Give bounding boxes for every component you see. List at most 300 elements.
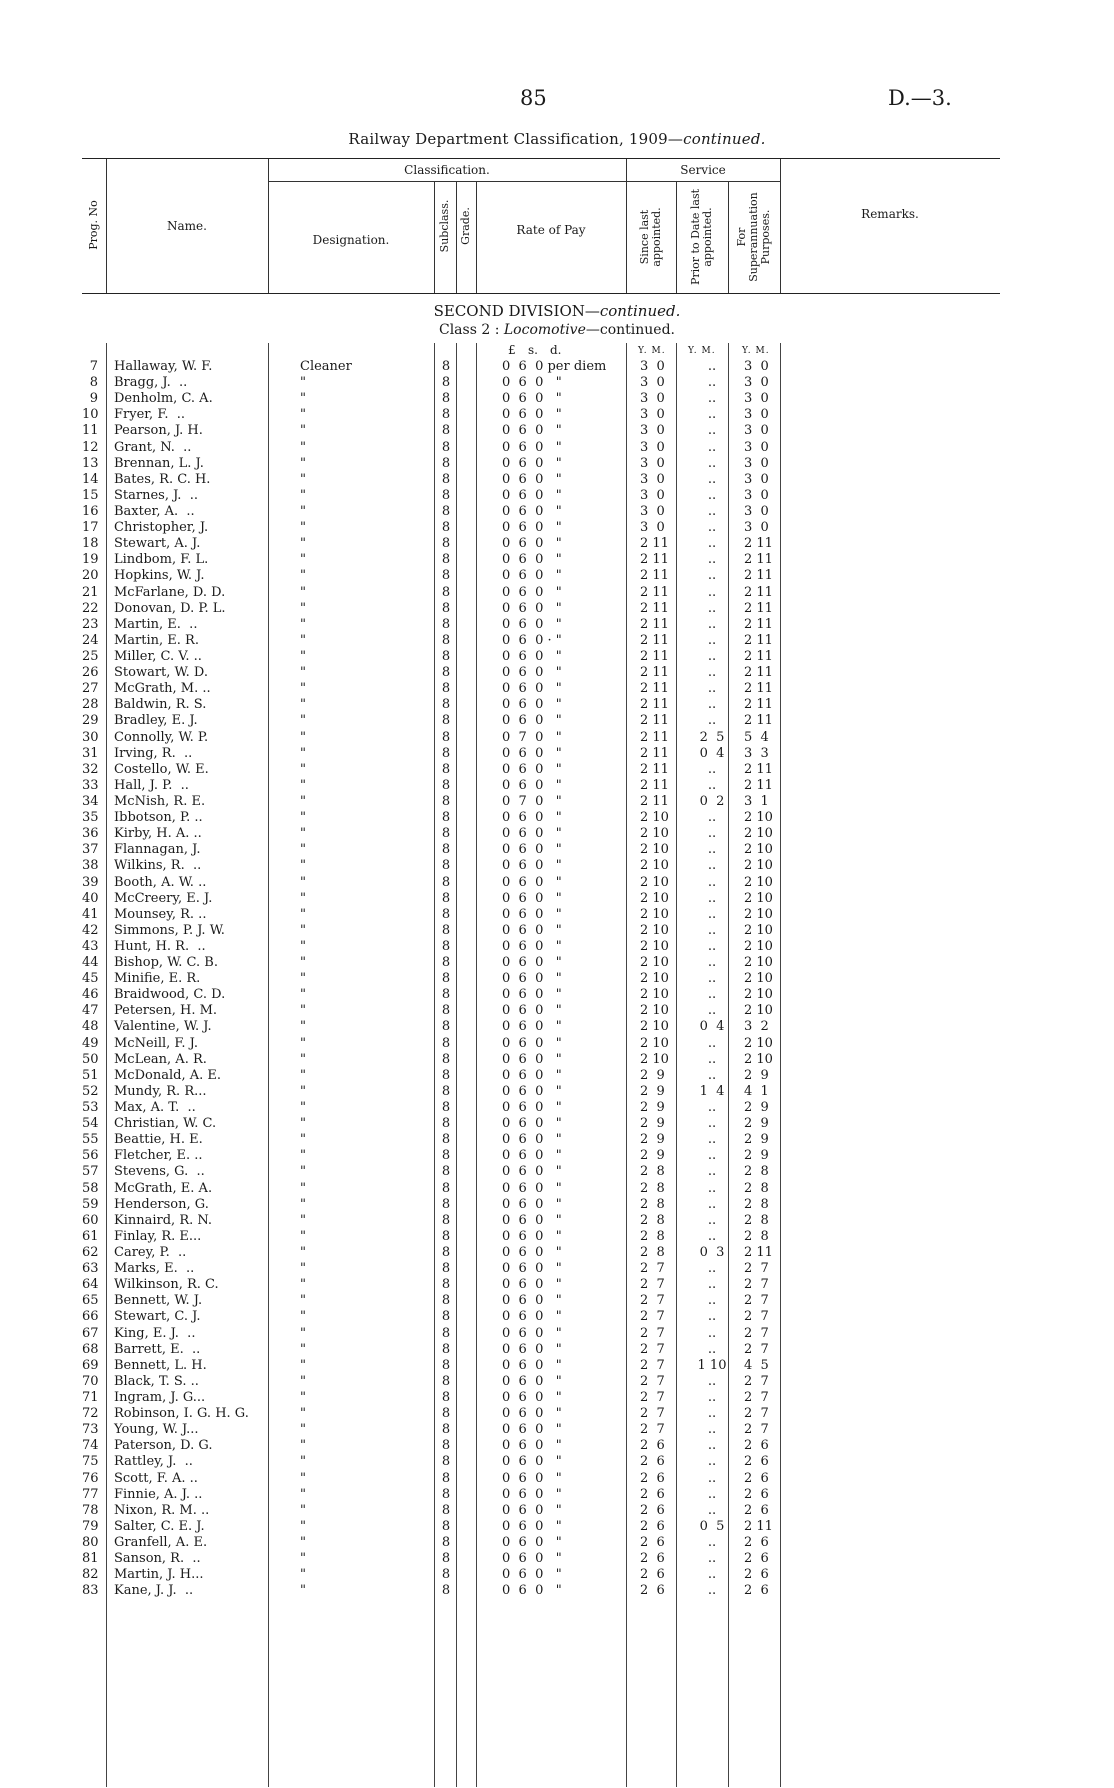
rate-of-pay: 0 6 0 " bbox=[502, 713, 562, 729]
table-row bbox=[82, 1213, 1000, 1229]
prior-to-date: .. bbox=[707, 826, 717, 842]
since-last-appointed: 2 7 bbox=[640, 1373, 665, 1389]
prog-no: 39 bbox=[82, 874, 99, 890]
prog-no: 46 bbox=[82, 987, 99, 1003]
staff-name: Martin, E. .. bbox=[114, 616, 198, 632]
table-row bbox=[82, 810, 1000, 826]
designation: " bbox=[300, 810, 306, 826]
designation: " bbox=[300, 1309, 306, 1325]
superannuation-years: 2 10 bbox=[744, 1035, 773, 1051]
superannuation-years: 2 9 bbox=[744, 1132, 769, 1148]
superannuation-years: 2 11 bbox=[744, 552, 773, 568]
prog-no: 43 bbox=[82, 938, 99, 954]
prior-to-date: .. bbox=[707, 584, 717, 600]
staff-name: Denholm, C. A. bbox=[114, 391, 213, 407]
subclass: 8 bbox=[441, 1454, 451, 1470]
rate-of-pay: 0 6 0 " bbox=[502, 1341, 562, 1357]
designation: " bbox=[300, 487, 306, 503]
table-row bbox=[82, 1293, 1000, 1309]
prior-to-date: .. bbox=[707, 1100, 717, 1116]
rate-of-pay: 0 6 0 " bbox=[502, 1132, 562, 1148]
table-row bbox=[82, 407, 1000, 423]
since-last-appointed: 2 9 bbox=[640, 1100, 665, 1116]
since-last-appointed: 3 0 bbox=[640, 503, 665, 519]
since-last-appointed: 2 11 bbox=[640, 697, 669, 713]
designation: " bbox=[300, 1325, 306, 1341]
prior-to-date: .. bbox=[707, 1132, 717, 1148]
superannuation-years: 2 11 bbox=[744, 1245, 773, 1261]
staff-name: Hunt, H. R. .. bbox=[114, 938, 206, 954]
subclass: 8 bbox=[441, 1100, 451, 1116]
subclass: 8 bbox=[441, 471, 451, 487]
since-last-appointed: 2 8 bbox=[640, 1212, 665, 1228]
since-last-appointed: 3 0 bbox=[640, 375, 665, 391]
header-designation: Designation. bbox=[312, 233, 390, 247]
designation: " bbox=[300, 568, 306, 584]
staff-name: Ibbotson, P. .. bbox=[114, 810, 203, 826]
table-row bbox=[82, 1567, 1000, 1583]
designation: " bbox=[300, 1438, 306, 1454]
subclass: 8 bbox=[441, 375, 451, 391]
rate-of-pay: 0 6 0 " bbox=[502, 1164, 562, 1180]
prior-to-date: .. bbox=[707, 439, 717, 455]
designation: " bbox=[300, 1293, 306, 1309]
designation: " bbox=[300, 1196, 306, 1212]
prog-no: 38 bbox=[82, 858, 99, 874]
staff-name: Scott, F. A. .. bbox=[114, 1470, 198, 1486]
since-last-appointed: 2 10 bbox=[640, 922, 669, 938]
superannuation-years: 2 7 bbox=[744, 1373, 769, 1389]
designation: " bbox=[300, 1116, 306, 1132]
prior-to-date: .. bbox=[707, 648, 717, 664]
since-last-appointed: 3 0 bbox=[640, 487, 665, 503]
since-last-appointed: 2 7 bbox=[640, 1390, 665, 1405]
table-row bbox=[82, 1132, 1000, 1148]
rate-of-pay: 0 6 0 " bbox=[502, 1583, 562, 1599]
designation: " bbox=[300, 777, 306, 793]
staff-name: Robinson, I. G. H. G. bbox=[114, 1406, 249, 1422]
prior-to-date: .. bbox=[707, 922, 717, 938]
designation: " bbox=[300, 713, 306, 729]
prior-to-date: .. bbox=[707, 1567, 717, 1583]
table-row bbox=[82, 649, 1000, 665]
subclass: 8 bbox=[441, 987, 451, 1003]
prog-no: 37 bbox=[82, 842, 99, 858]
superannuation-years: 2 9 bbox=[744, 1100, 769, 1116]
superannuation-years: 2 10 bbox=[744, 955, 773, 971]
table-row bbox=[82, 1084, 1000, 1100]
superannuation-years: 2 11 bbox=[744, 777, 773, 793]
rate-of-pay: 0 6 0 " bbox=[502, 487, 562, 503]
rate-of-pay: 0 6 0 " bbox=[502, 938, 562, 954]
staff-name: Henderson, G. bbox=[114, 1196, 209, 1212]
prior-to-date: .. bbox=[707, 1051, 717, 1067]
division-label: SECOND DIVISION— bbox=[433, 302, 600, 320]
designation: " bbox=[300, 1277, 306, 1293]
prior-to-date: 0 3 bbox=[699, 1245, 725, 1261]
prog-no: 36 bbox=[82, 826, 99, 842]
subclass: 8 bbox=[441, 616, 451, 632]
designation: " bbox=[300, 503, 306, 519]
since-last-appointed: 3 0 bbox=[640, 455, 665, 471]
subclass: 8 bbox=[441, 1438, 451, 1454]
superannuation-years: 3 0 bbox=[744, 423, 769, 439]
since-last-appointed: 3 0 bbox=[640, 439, 665, 455]
subclass: 8 bbox=[441, 842, 451, 858]
subclass: 8 bbox=[441, 906, 451, 922]
table-row bbox=[82, 1551, 1000, 1567]
subclass: 8 bbox=[441, 1067, 451, 1083]
subclass: 8 bbox=[441, 1180, 451, 1196]
subclass: 8 bbox=[441, 391, 451, 407]
table-row bbox=[82, 858, 1000, 874]
rate-of-pay: 0 6 0 " bbox=[502, 1116, 562, 1132]
superannuation-years: 4 1 bbox=[744, 1083, 769, 1099]
prior-to-date: .. bbox=[707, 1261, 717, 1277]
rate-of-pay: 0 6 0 " bbox=[502, 858, 562, 874]
rate-of-pay: 0 6 0 " bbox=[502, 1277, 562, 1293]
table-body bbox=[82, 343, 1000, 1788]
table-row bbox=[82, 762, 1000, 778]
designation: " bbox=[300, 971, 306, 987]
rate-of-pay: 0 6 0 " bbox=[502, 1486, 562, 1502]
prior-to-date: .. bbox=[707, 858, 717, 874]
staff-name: Beattie, H. E. bbox=[114, 1132, 203, 1148]
superannuation-years: 3 0 bbox=[744, 375, 769, 391]
since-last-appointed: 2 9 bbox=[640, 1132, 665, 1148]
staff-name: Braidwood, C. D. bbox=[114, 987, 226, 1003]
division-heading bbox=[0, 302, 1114, 320]
prog-no: 59 bbox=[82, 1196, 99, 1212]
prog-no: 15 bbox=[82, 487, 99, 503]
designation: " bbox=[300, 1100, 306, 1116]
subclass: 8 bbox=[441, 697, 451, 713]
prog-no: 78 bbox=[82, 1502, 99, 1518]
prog-no: 12 bbox=[82, 439, 99, 455]
superannuation-years: 2 8 bbox=[744, 1212, 769, 1228]
designation: " bbox=[300, 1534, 306, 1550]
designation: " bbox=[300, 826, 306, 842]
prior-to-date: .. bbox=[707, 1583, 717, 1599]
designation: " bbox=[300, 391, 306, 407]
prog-no: 48 bbox=[82, 1019, 99, 1035]
superannuation-years: 2 11 bbox=[744, 697, 773, 713]
superannuation-years: 2 7 bbox=[744, 1261, 769, 1277]
staff-name: Wilkinson, R. C. bbox=[114, 1277, 219, 1293]
table-row bbox=[82, 842, 1000, 858]
prior-to-date: .. bbox=[707, 1390, 717, 1405]
table-header bbox=[82, 158, 1000, 294]
since-last-appointed: 2 6 bbox=[640, 1502, 665, 1518]
designation: " bbox=[300, 1518, 306, 1534]
staff-name: McCreery, E. J. bbox=[114, 890, 213, 906]
table-row bbox=[82, 665, 1000, 681]
staff-name: Hopkins, W. J. bbox=[114, 568, 205, 584]
superannuation-years: 2 11 bbox=[744, 648, 773, 664]
designation: " bbox=[300, 552, 306, 568]
superannuation-years: 2 10 bbox=[744, 971, 773, 987]
class-continued: —continued. bbox=[585, 322, 675, 338]
staff-name: McLean, A. R. bbox=[114, 1051, 207, 1067]
prog-no: 44 bbox=[82, 955, 99, 971]
rate-of-pay: 0 6 0 " bbox=[502, 568, 562, 584]
staff-name: Baxter, A. .. bbox=[114, 503, 195, 519]
table-row bbox=[82, 504, 1000, 520]
designation: " bbox=[300, 1067, 306, 1083]
rate-of-pay: 0 6 0 " bbox=[502, 616, 562, 632]
rate-of-pay: 0 6 0 " bbox=[502, 1003, 562, 1019]
since-last-appointed: 2 11 bbox=[640, 632, 669, 648]
subclass: 8 bbox=[441, 632, 451, 648]
table-row bbox=[82, 520, 1000, 536]
staff-name: Simmons, P. J. W. bbox=[114, 922, 225, 938]
prior-to-date: .. bbox=[707, 616, 717, 632]
since-last-appointed: 2 11 bbox=[640, 793, 669, 809]
since-last-appointed: 2 11 bbox=[640, 761, 669, 777]
prior-to-date: .. bbox=[707, 600, 717, 616]
staff-name: Granfell, A. E. bbox=[114, 1534, 208, 1550]
rate-of-pay: 0 6 0 " bbox=[502, 665, 562, 681]
rate-of-pay: 0 6 0 " bbox=[502, 1035, 562, 1051]
since-last-appointed: 2 7 bbox=[640, 1406, 665, 1422]
unit-pence: d. bbox=[550, 343, 562, 357]
rate-of-pay: 0 6 0 " bbox=[502, 906, 562, 922]
staff-name: Minifie, E. R. bbox=[114, 971, 201, 987]
rate-of-pay: 0 6 0 " bbox=[502, 1100, 562, 1116]
rate-of-pay: 0 6 0 " bbox=[502, 810, 562, 826]
superannuation-years: 5 4 bbox=[744, 729, 769, 745]
superannuation-years: 2 8 bbox=[744, 1196, 769, 1212]
prior-to-date: .. bbox=[707, 987, 717, 1003]
prior-to-date: .. bbox=[707, 1228, 717, 1244]
since-last-appointed: 2 10 bbox=[640, 810, 669, 826]
superannuation-years: 2 6 bbox=[744, 1486, 769, 1502]
staff-name: Mounsey, R. .. bbox=[114, 906, 207, 922]
designation: " bbox=[300, 761, 306, 777]
unit-ym-super: Y. M. bbox=[742, 346, 770, 356]
table-row bbox=[82, 536, 1000, 552]
table-row bbox=[82, 891, 1000, 907]
prior-to-date: .. bbox=[707, 536, 717, 552]
prior-to-date: .. bbox=[707, 1551, 717, 1567]
prior-to-date: .. bbox=[707, 359, 717, 374]
designation: " bbox=[300, 842, 306, 858]
prog-no: 70 bbox=[82, 1373, 99, 1389]
staff-name: Stowart, W. D. bbox=[114, 665, 208, 681]
prog-no: 18 bbox=[82, 536, 99, 552]
prior-to-date: .. bbox=[707, 874, 717, 890]
designation: " bbox=[300, 1470, 306, 1486]
designation: " bbox=[300, 536, 306, 552]
prog-no: 13 bbox=[82, 455, 99, 471]
prog-no: 27 bbox=[82, 681, 99, 697]
header-superannuation: For Superannuation Purposes. bbox=[735, 192, 772, 282]
since-last-appointed: 2 8 bbox=[640, 1180, 665, 1196]
rate-of-pay: 0 6 0 " bbox=[502, 503, 562, 519]
since-last-appointed: 2 9 bbox=[640, 1083, 665, 1099]
superannuation-years: 2 6 bbox=[744, 1567, 769, 1583]
staff-name: Christian, W. C. bbox=[114, 1116, 217, 1132]
rate-of-pay: 0 6 0 " bbox=[502, 1293, 562, 1309]
staff-name: Fletcher, E. .. bbox=[114, 1148, 203, 1164]
prog-no: 56 bbox=[82, 1148, 99, 1164]
table-row bbox=[82, 1374, 1000, 1390]
rate-of-pay: 0 6 0 " bbox=[502, 1567, 562, 1583]
designation: " bbox=[300, 858, 306, 874]
subclass: 8 bbox=[441, 1518, 451, 1534]
superannuation-years: 2 8 bbox=[744, 1180, 769, 1196]
prog-no: 53 bbox=[82, 1100, 99, 1116]
unit-ym-prior: Y. M. bbox=[688, 346, 716, 356]
superannuation-years: 2 11 bbox=[744, 665, 773, 681]
rate-of-pay: 0 6 0 " bbox=[502, 439, 562, 455]
staff-name: Irving, R. .. bbox=[114, 745, 193, 761]
designation: " bbox=[300, 922, 306, 938]
prog-no: 83 bbox=[82, 1583, 99, 1599]
prior-to-date: .. bbox=[707, 842, 717, 858]
rate-of-pay: 0 6 0 " bbox=[502, 1357, 562, 1373]
prog-no: 69 bbox=[82, 1357, 99, 1373]
prior-to-date: .. bbox=[707, 1196, 717, 1212]
superannuation-years: 2 11 bbox=[744, 568, 773, 584]
designation: " bbox=[300, 955, 306, 971]
rate-of-pay: 0 6 0 " bbox=[502, 1518, 562, 1534]
prior-to-date: .. bbox=[707, 1406, 717, 1422]
designation: " bbox=[300, 1261, 306, 1277]
superannuation-years: 2 10 bbox=[744, 810, 773, 826]
subclass: 8 bbox=[441, 359, 451, 374]
staff-name: Donovan, D. P. L. bbox=[114, 600, 226, 616]
staff-name: McNeill, F. J. bbox=[114, 1035, 198, 1051]
table-row bbox=[82, 633, 1000, 649]
rate-of-pay: 0 6 0 " bbox=[502, 1309, 562, 1325]
table-row bbox=[82, 794, 1000, 810]
prog-no: 7 bbox=[89, 359, 98, 374]
staff-name: Petersen, H. M. bbox=[114, 1003, 218, 1019]
prog-no: 54 bbox=[82, 1116, 99, 1132]
title-main: Railway Department Classification, 1909— bbox=[348, 130, 684, 148]
staff-name: Pearson, J. H. bbox=[114, 423, 203, 439]
subclass: 8 bbox=[441, 1422, 451, 1438]
table-row bbox=[82, 923, 1000, 939]
rate-of-pay: 0 6 0 " bbox=[502, 1261, 562, 1277]
table-row bbox=[82, 1197, 1000, 1213]
prior-to-date: .. bbox=[707, 1502, 717, 1518]
table-row bbox=[82, 730, 1000, 746]
prog-no: 32 bbox=[82, 761, 99, 777]
table-row bbox=[82, 423, 1000, 439]
prog-no: 10 bbox=[82, 407, 99, 423]
designation: " bbox=[300, 987, 306, 1003]
rate-of-pay: 0 6 0 " bbox=[502, 648, 562, 664]
prior-to-date: .. bbox=[707, 1293, 717, 1309]
since-last-appointed: 2 9 bbox=[640, 1067, 665, 1083]
staff-name: Sanson, R. .. bbox=[114, 1551, 201, 1567]
superannuation-years: 3 0 bbox=[744, 503, 769, 519]
superannuation-years: 2 7 bbox=[744, 1309, 769, 1325]
table-row bbox=[82, 955, 1000, 971]
since-last-appointed: 2 10 bbox=[640, 938, 669, 954]
designation: " bbox=[300, 697, 306, 713]
staff-name: Lindbom, F. L. bbox=[114, 552, 209, 568]
prior-to-date: .. bbox=[707, 665, 717, 681]
table-row bbox=[82, 488, 1000, 504]
prog-no: 49 bbox=[82, 1035, 99, 1051]
subclass: 8 bbox=[441, 1019, 451, 1035]
since-last-appointed: 3 0 bbox=[640, 471, 665, 487]
subclass: 8 bbox=[441, 1245, 451, 1261]
rate-of-pay: 0 6 0 " bbox=[502, 1534, 562, 1550]
rate-of-pay: 0 6 0 · " bbox=[502, 632, 562, 648]
prior-to-date: .. bbox=[707, 890, 717, 906]
header-name: Name. bbox=[167, 219, 207, 233]
class-heading bbox=[0, 322, 1114, 338]
designation: " bbox=[300, 1212, 306, 1228]
since-last-appointed: 2 11 bbox=[640, 616, 669, 632]
table-row bbox=[82, 1245, 1000, 1261]
since-last-appointed: 3 0 bbox=[640, 391, 665, 407]
prog-no: 67 bbox=[82, 1325, 99, 1341]
subclass: 8 bbox=[441, 1373, 451, 1389]
staff-name: Young, W. J... bbox=[114, 1422, 199, 1438]
staff-name: Connolly, W. P. bbox=[114, 729, 209, 745]
prior-to-date: .. bbox=[707, 1438, 717, 1454]
prog-no: 8 bbox=[89, 375, 98, 391]
staff-name: Costello, W. E. bbox=[114, 761, 209, 777]
rate-of-pay: 0 6 0 " bbox=[502, 1067, 562, 1083]
prior-to-date: 2 5 bbox=[699, 729, 725, 745]
prior-to-date: .. bbox=[707, 1180, 717, 1196]
rate-of-pay: 0 6 0 " bbox=[502, 1422, 562, 1438]
designation: " bbox=[300, 1341, 306, 1357]
since-last-appointed: 2 11 bbox=[640, 729, 669, 745]
prior-to-date: .. bbox=[707, 681, 717, 697]
table-row bbox=[82, 601, 1000, 617]
rate-of-pay: 0 6 0 " bbox=[502, 761, 562, 777]
designation: " bbox=[300, 745, 306, 761]
prior-to-date: .. bbox=[707, 906, 717, 922]
since-last-appointed: 2 11 bbox=[640, 665, 669, 681]
header-grade: Grade. bbox=[459, 207, 472, 245]
designation: " bbox=[300, 1422, 306, 1438]
designation: " bbox=[300, 520, 306, 536]
prior-to-date: .. bbox=[707, 455, 717, 471]
rate-of-pay: 0 6 0 " bbox=[502, 1373, 562, 1389]
superannuation-years: 3 1 bbox=[744, 793, 769, 809]
since-last-appointed: 2 8 bbox=[640, 1196, 665, 1212]
header-rate-of-pay: Rate of Pay bbox=[516, 223, 586, 237]
subclass: 8 bbox=[441, 552, 451, 568]
superannuation-years: 2 11 bbox=[744, 600, 773, 616]
designation: " bbox=[300, 1019, 306, 1035]
superannuation-years: 2 10 bbox=[744, 922, 773, 938]
table-row bbox=[82, 1326, 1000, 1342]
staff-name: Ingram, J. G... bbox=[114, 1390, 206, 1405]
since-last-appointed: 2 7 bbox=[640, 1309, 665, 1325]
table-rows bbox=[82, 359, 1000, 1599]
since-last-appointed: 2 6 bbox=[640, 1454, 665, 1470]
designation: " bbox=[300, 1051, 306, 1067]
superannuation-years: 2 6 bbox=[744, 1534, 769, 1550]
since-last-appointed: 2 10 bbox=[640, 890, 669, 906]
prior-to-date: 0 4 bbox=[699, 745, 725, 761]
subclass: 8 bbox=[441, 810, 451, 826]
table-row bbox=[82, 1422, 1000, 1438]
prog-no: 81 bbox=[82, 1551, 99, 1567]
rate-of-pay: 0 6 0 " bbox=[502, 1196, 562, 1212]
since-last-appointed: 2 7 bbox=[640, 1422, 665, 1438]
subclass: 8 bbox=[441, 971, 451, 987]
